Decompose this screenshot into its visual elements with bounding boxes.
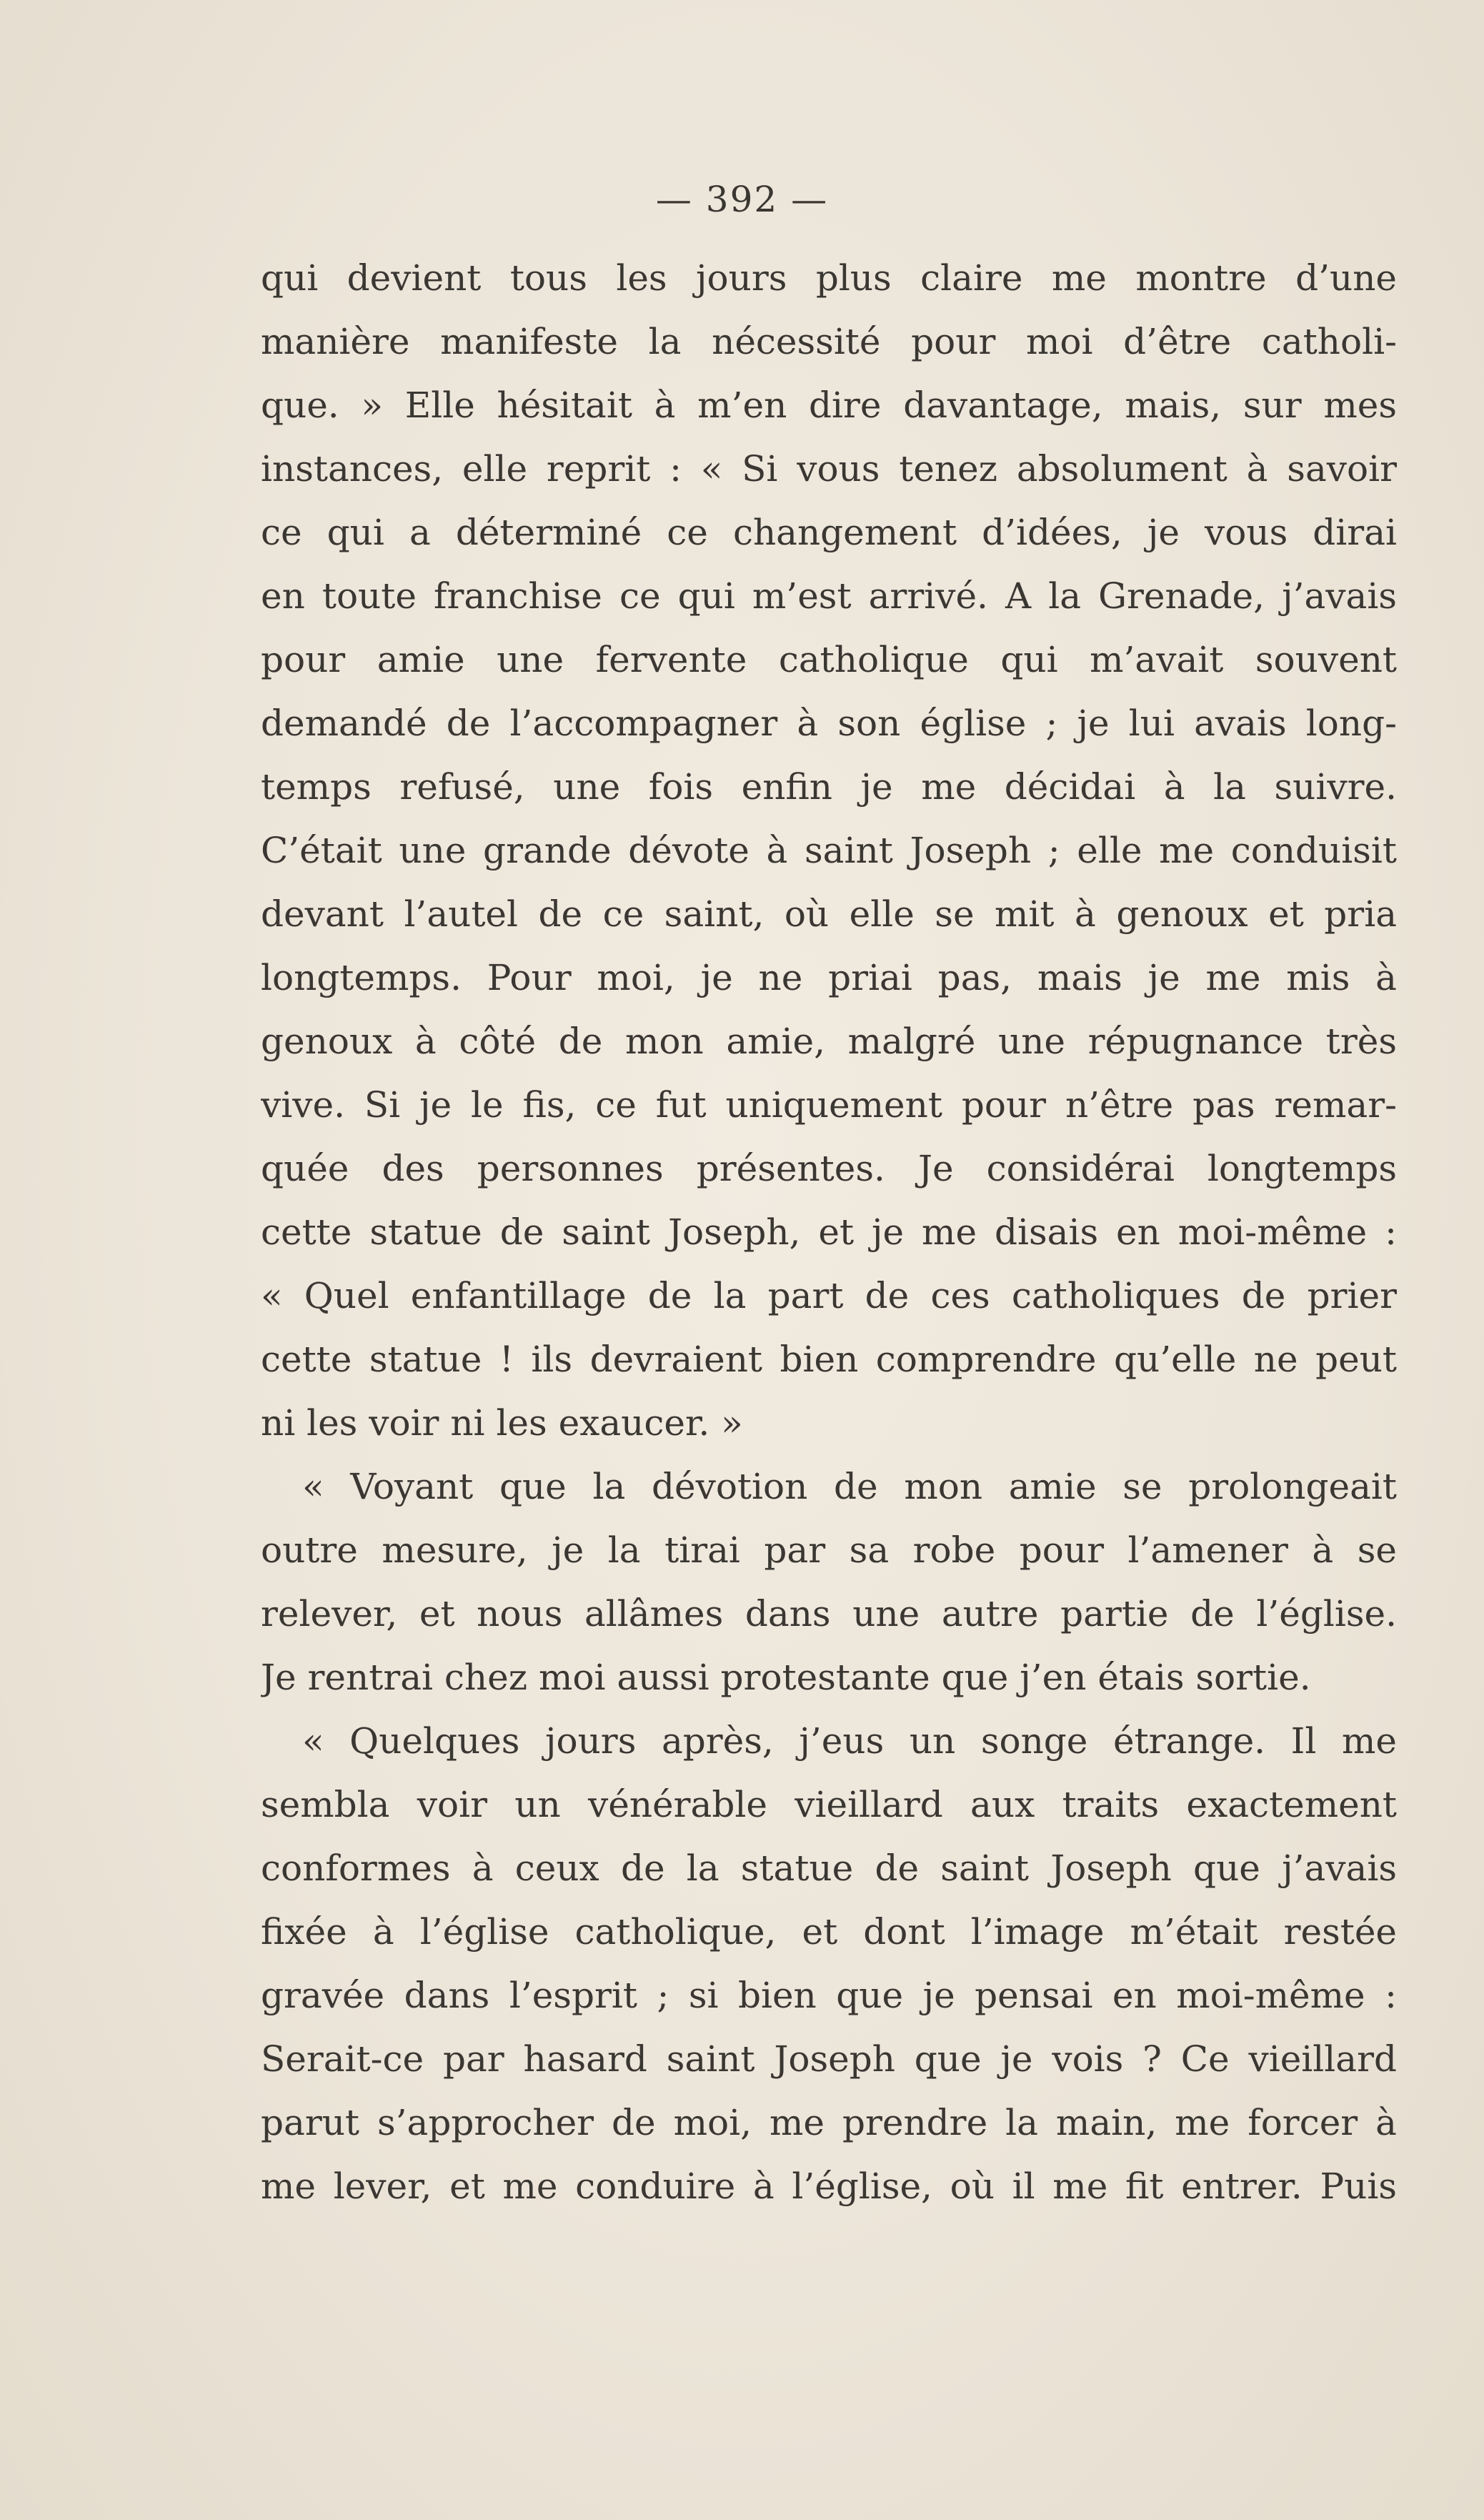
body-text	[261, 247, 1397, 2218]
text-line: me lever, et me conduire à l’église, où il me fit entrer. Puis	[261, 2166, 1397, 2207]
text-line: en toute franchise ce qui m’est arrivé. A la Grenade, j’avais	[261, 575, 1397, 617]
text-line: temps refusé, une fois enfin je me décidai à la suivre.	[261, 766, 1397, 808]
text-line: parut s’approcher de moi, me prendre la main, me forcer à	[261, 2102, 1397, 2143]
text-line: cette statue ! ils devraient bien comprendre qu’elle ne peut	[261, 1339, 1397, 1380]
text-line: vive. Si je le fis, ce fut uniquement pour n’être pas remar-	[261, 1084, 1397, 1126]
text-line: quée des personnes présentes. Je considérai longtemps	[261, 1148, 1397, 1189]
text-line: longtemps. Pour moi, je ne priai pas, mais je me mis à	[261, 957, 1397, 998]
text-line: instances, elle reprit : « Si vous tenez absolument à savoir	[261, 448, 1397, 490]
text-line: sembla voir un vénérable vieillard aux traits exactement	[261, 1784, 1397, 1825]
text-line: cette statue de saint Joseph, et je me disais en moi-même :	[261, 1211, 1397, 1253]
text-line: devant l’autel de ce saint, où elle se mit à genoux et pria	[261, 893, 1397, 935]
text-line: demandé de l’accompagner à son église ; je lui avais long-	[261, 703, 1397, 744]
text-line: pour amie une fervente catholique qui m’avait souvent	[261, 639, 1397, 680]
text-line: « Quel enfantillage de la part de ces catholiques de prier	[261, 1275, 1397, 1316]
text-line: C’était une grande dévote à saint Joseph ; elle me conduisit	[261, 830, 1397, 871]
text-line: qui devient tous les jours plus claire me montre d’une	[261, 257, 1397, 299]
text-line: relever, et nous allâmes dans une autre partie de l’église.	[261, 1593, 1397, 1634]
text-line: gravée dans l’esprit ; si bien que je pensai en moi-même :	[261, 1975, 1397, 2016]
text-line: Je rentrai chez moi aussi protestante que j’en étais sortie.	[261, 1657, 1311, 1698]
text-line: conformes à ceux de la statue de saint Joseph que j’avais	[261, 1847, 1397, 1889]
text-line: ni les voir ni les exaucer. »	[261, 1402, 743, 1444]
text-line: manière manifeste la nécessité pour moi d’être catholi-	[261, 321, 1397, 362]
text-line: genoux à côté de mon amie, malgré une répugnance très	[261, 1021, 1397, 1062]
text-line: « Quelques jours après, j’eus un songe étrange. Il me	[302, 1720, 1397, 1762]
text-line: « Voyant que la dévotion de mon amie se prolongeait	[302, 1466, 1397, 1507]
text-line: Serait-ce par hasard saint Joseph que je vois ? Ce vieillard	[261, 2038, 1397, 2080]
text-line: ce qui a déterminé ce changement d’idées, je vous dirai	[261, 512, 1397, 553]
text-line: que. » Elle hésitait à m’en dire davantage, mais, sur mes	[261, 385, 1397, 426]
text-line: fixée à l’église catholique, et dont l’image m’était restée	[261, 1911, 1397, 1953]
text-line: outre mesure, je la tirai par sa robe pour l’amener à se	[261, 1529, 1397, 1571]
page-number: — 392 —	[655, 179, 829, 220]
